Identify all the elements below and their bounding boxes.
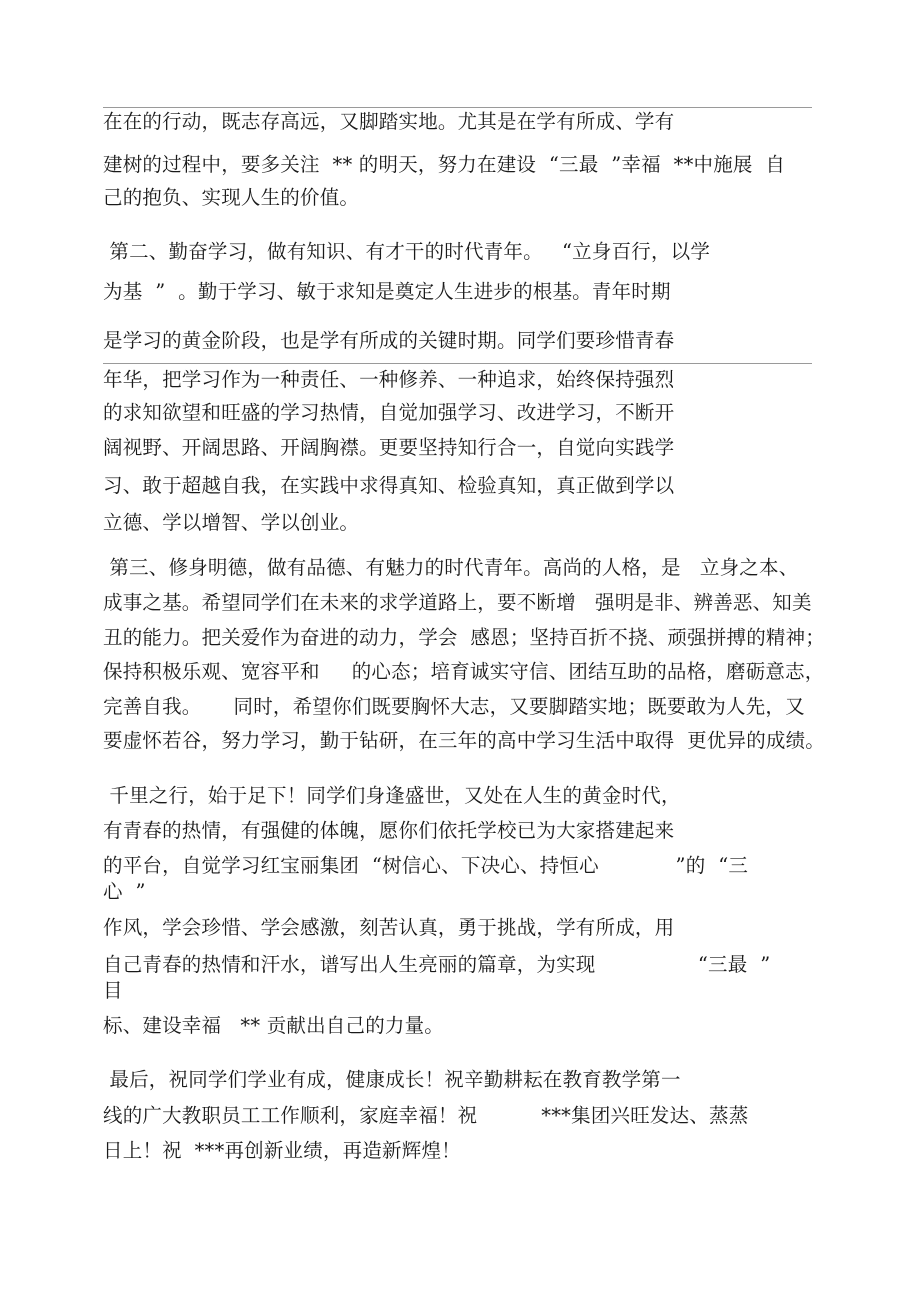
text-line: 丑的能力。把关爱作为奋进的动力，学会 感恩；坚持百折不挠、顽强拼搏的精神；	[103, 626, 825, 649]
text-line: 在在的行动，既志存高远，又脚踏实地。尤其是在学有所成、学有	[103, 110, 675, 133]
text-line: 目	[103, 979, 123, 1002]
text-line: 是学习的黄金阶段，也是学有所成的关键时期。同学们要珍惜青春	[103, 329, 675, 352]
text-line: 阔视野、开阔思路、开阔胸襟。更要坚持知行合一，自觉向实践学	[103, 436, 675, 459]
text-line: 自己青春的热情和汗水，谱写出人生亮丽的篇章，为实现 “三最 ”	[103, 953, 771, 976]
text-line: 千里之行，始于足下！同学们身逢盛世，又处在人生的黄金时代，	[103, 784, 681, 807]
text-line: 年华，把学习作为一种责任、一种修养、一种追求，始终保持强烈	[103, 368, 675, 391]
text-line: 日上！祝 ***再创新业绩，再造新辉煌！	[103, 1139, 461, 1162]
text-line: 第三、修身明德，做有品德、有魅力的时代青年。高尚的人格，是 立身之本、	[103, 556, 799, 579]
text-line: 的求知欲望和旺盛的学习热情，自觉加强学习、改进学习，不断开	[103, 401, 675, 424]
text-line: 第二、勤奋学习，做有知识、有才干的时代青年。 “立身百行，以学	[103, 240, 711, 263]
header-rule	[103, 107, 812, 108]
text-line: 要虚怀若谷，努力学习，勤于钻研，在三年的高中学习生活中取得 更优异的成绩。	[103, 729, 825, 752]
text-line: 己的抱负、实现人生的价值。	[103, 186, 360, 209]
text-line: 最后，祝同学们学业有成，健康成长！祝辛勤耕耘在教育教学第一	[103, 1068, 681, 1091]
text-line: 保持积极乐观、宽容平和 的心态；培育诚实守信、团结互助的品格，磨砺意志，	[103, 660, 825, 683]
text-line: 为基 ” 。勤于学习、敏于求知是奠定人生进步的根基。青年时期	[103, 280, 671, 303]
text-line: 线的广大教职员工工作顺利，家庭幸福！祝 ***集团兴旺发达、蒸蒸	[103, 1104, 749, 1127]
text-line: 的平台，自觉学习红宝丽集团 “树信心、下决心、持恒心 ”的 “三	[103, 854, 749, 877]
text-line: 完善自我。 同时，希望你们既要胸怀大志，又要脚踏实地；既要敢为人先，又	[103, 695, 805, 718]
text-line: 习、敢于超越自我，在实践中求得真知、检验真知，真正做到学以	[103, 474, 675, 497]
page-break-rule	[103, 363, 812, 364]
text-line: 标、建设幸福 ** 贡献出自己的力量。	[103, 1014, 444, 1037]
text-line: 建树的过程中，要多关注 ** 的明天，努力在建设 “三最 ”幸福 **中施展 自	[103, 153, 786, 176]
text-line: 有青春的热情，有强健的体魄，愿你们依托学校已为大家搭建起来	[103, 819, 675, 842]
text-line: 成事之基。希望同学们在未来的求学道路上，要不断增 强明是非、辨善恶、知美	[103, 591, 812, 614]
text-line: 立德、学以增智、学以创业。	[103, 511, 360, 534]
text-line: 作风，学会珍惜、学会感激，刻苦认真，勇于挑战，学有所成，用	[103, 916, 675, 939]
text-line: 心 ”	[103, 880, 146, 903]
